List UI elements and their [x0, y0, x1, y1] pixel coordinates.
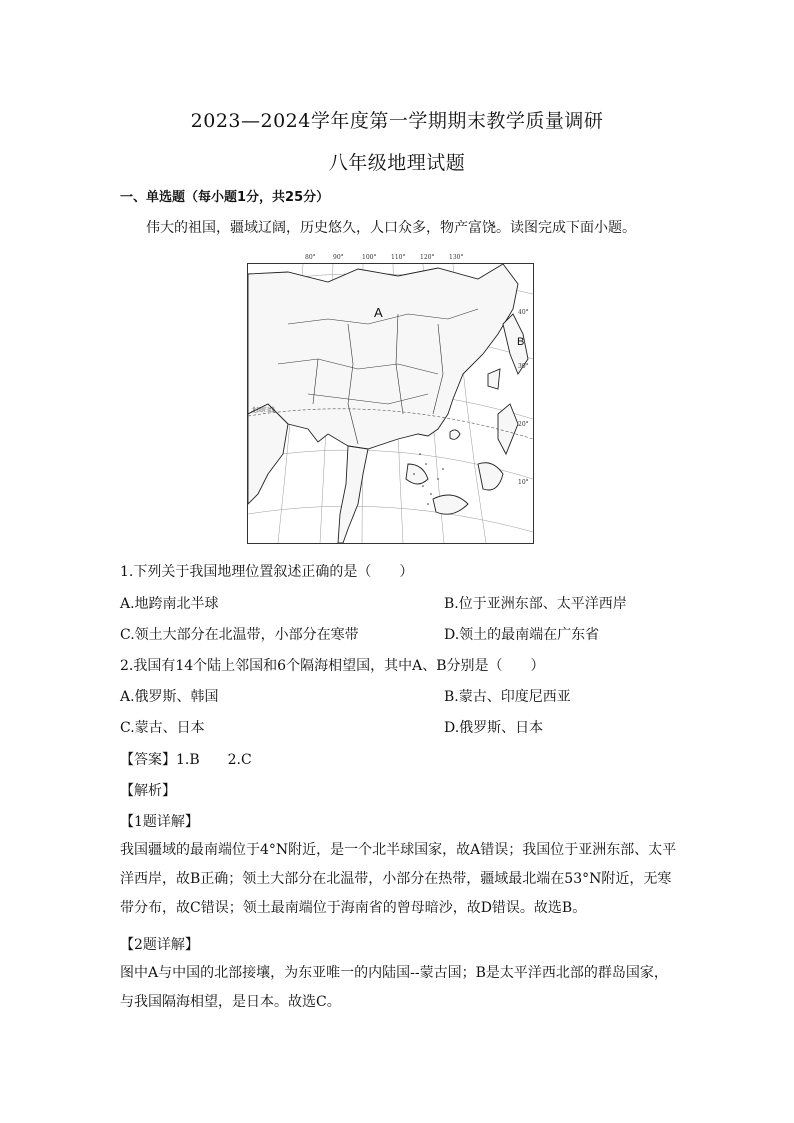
q2-option-b: B.蒙古、印度尼西亚	[444, 689, 571, 705]
lon-label: 130°	[449, 254, 464, 261]
lat-label: 30°	[518, 363, 529, 370]
q1-option-c: C.领土大部分在北温带，小部分在寒带	[120, 627, 359, 643]
lat-label: 40°	[518, 309, 529, 316]
map-label-a: A	[374, 305, 383, 320]
q1-option-d: D.领土的最南端在广东省	[444, 627, 600, 643]
tropic-label: 北回归线	[251, 408, 276, 414]
lon-label: 90°	[333, 254, 344, 261]
detail-1-text: 我国疆域的最南端位于4°N附近，是一个北半球国家，故A错误；我国位于亚洲东部、太平洋西岸，故B正确；领土大部分在北温带，小部分在热带，疆域最北端在53°N附近，无寒带分布，故C错误；领土最南端位于海南省的曾母暗沙，故D错误。故选B。	[120, 842, 677, 916]
exam-subtitle: 八年级地理试题	[328, 152, 466, 174]
lon-label: 110°	[391, 254, 406, 261]
china-map	[248, 264, 533, 543]
lon-label: 100°	[362, 254, 377, 261]
q1-option-a: A.地跨南北半球	[120, 596, 219, 612]
exam-title: 2023—2024学年度第一学期期末教学质量调研	[190, 110, 604, 132]
q1-option-b: B.位于亚洲东部、太平洋西岸	[444, 596, 627, 612]
question-2-stem: 2.我国有14个陆上邻国和6个隔海相望国，其中A、B分别是（ ）	[120, 658, 545, 674]
lon-label: 120°	[420, 254, 435, 261]
detail-2-label: 【2题详解】	[120, 937, 199, 953]
intro-text: 伟大的祖国，疆域辽阔，历史悠久，人口众多，物产富饶。读图完成下面小题。	[146, 220, 636, 236]
analysis-label: 【解析】	[120, 783, 176, 799]
detail-1-label: 【1题详解】	[120, 814, 199, 830]
detail-2-text: 图中A与中国的北部接壤，为东亚唯一的内陆国--蒙古国；B是太平洋西北部的群岛国家，与我国隔海相望，是日本。故选C。	[120, 965, 668, 1010]
section-heading: 一、单选题（每小题1分，共25分）	[120, 190, 330, 205]
question-1-stem: 1.下列关于我国地理位置叙述正确的是（ ）	[120, 564, 414, 580]
map-label-b: B	[517, 336, 525, 348]
q2-option-c: C.蒙古、日本	[120, 720, 205, 736]
lon-label: 80°	[305, 254, 316, 261]
answer-line: 【答案】1.B 2.C	[120, 752, 252, 768]
q2-option-d: D.俄罗斯、日本	[444, 720, 544, 736]
lat-label: 20°	[518, 421, 529, 428]
q2-option-a: A.俄罗斯、韩国	[120, 689, 219, 705]
lat-label: 10°	[518, 479, 529, 486]
china-map-figure	[247, 263, 534, 544]
